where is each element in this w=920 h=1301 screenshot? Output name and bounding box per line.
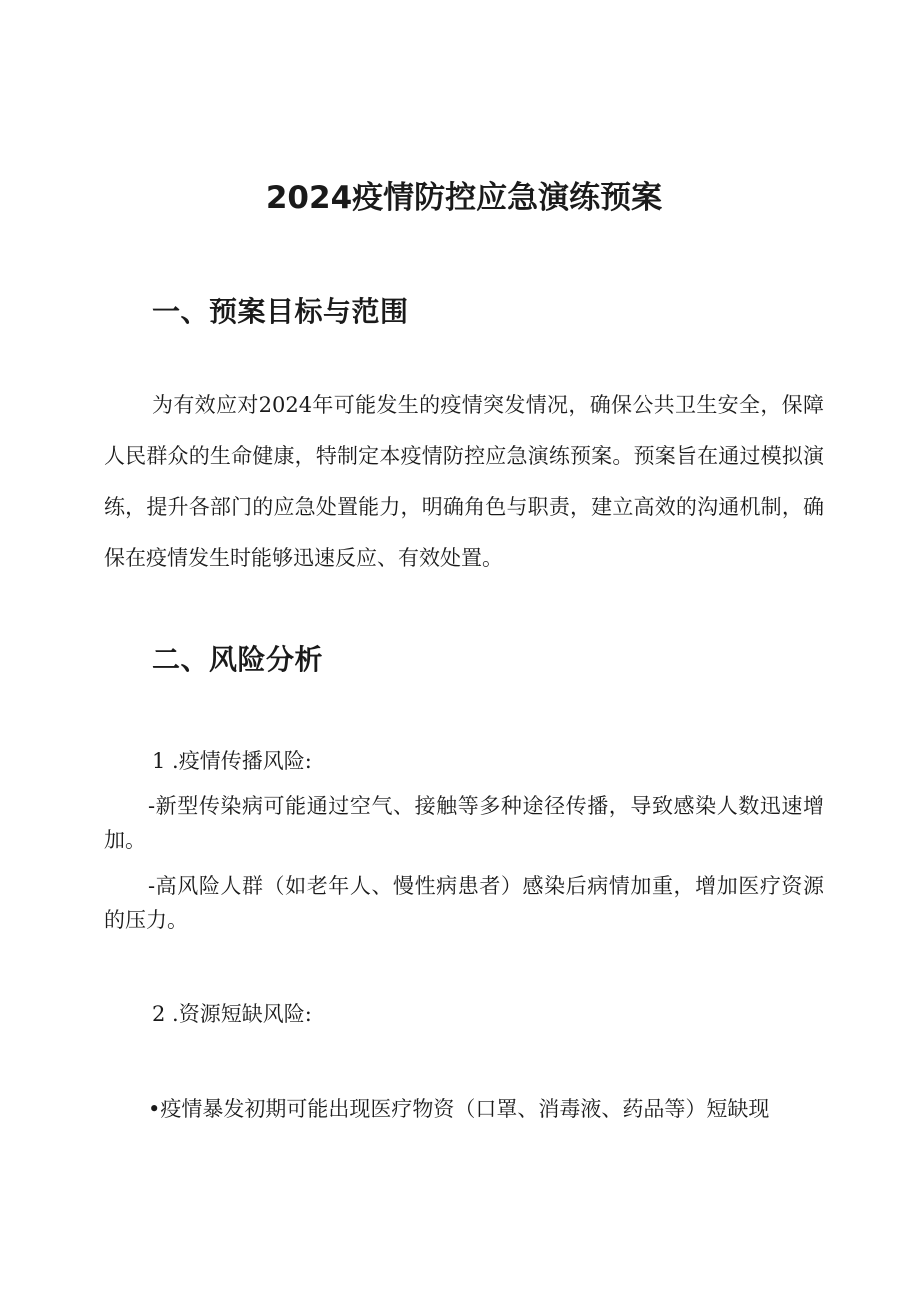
subsection-1-item-1: -新型传染病可能通过空气、接触等多种途径传播，导致感染人数迅速增加。 xyxy=(104,794,824,852)
subsection-1-item-2: -高风险人群（如老年人、慢性病患者）感染后病情加重，增加医疗资源的压力。 xyxy=(104,874,824,932)
section-1-paragraph: 为有效应对2024年可能发生的疫情突发情况，确保公共卫生安全，保障人民群众的生命健康，特制定本疫情防控应急演练预案。预案旨在通过模拟演练，提升各部门的应急处置能力，明确角色与职责，建立高效的沟通机制，确保在疫情发生时能够迅速反应、有效处置。 xyxy=(104,393,824,570)
subsection-2-item-1: •疫情暴发初期可能出现医疗物资（口罩、消毒液、药品等）短缺现 xyxy=(148,1097,770,1121)
subsection-2-label: 2 .资源短缺风险: xyxy=(152,1002,312,1026)
document-title: 2024疫情防控应急演练预案 xyxy=(265,180,663,216)
subsection-1-label: 1 .疫情传播风险: xyxy=(152,749,312,773)
section-1-heading: 一、预案目标与范围 xyxy=(152,295,409,328)
section-2-heading: 二、风险分析 xyxy=(152,643,324,676)
